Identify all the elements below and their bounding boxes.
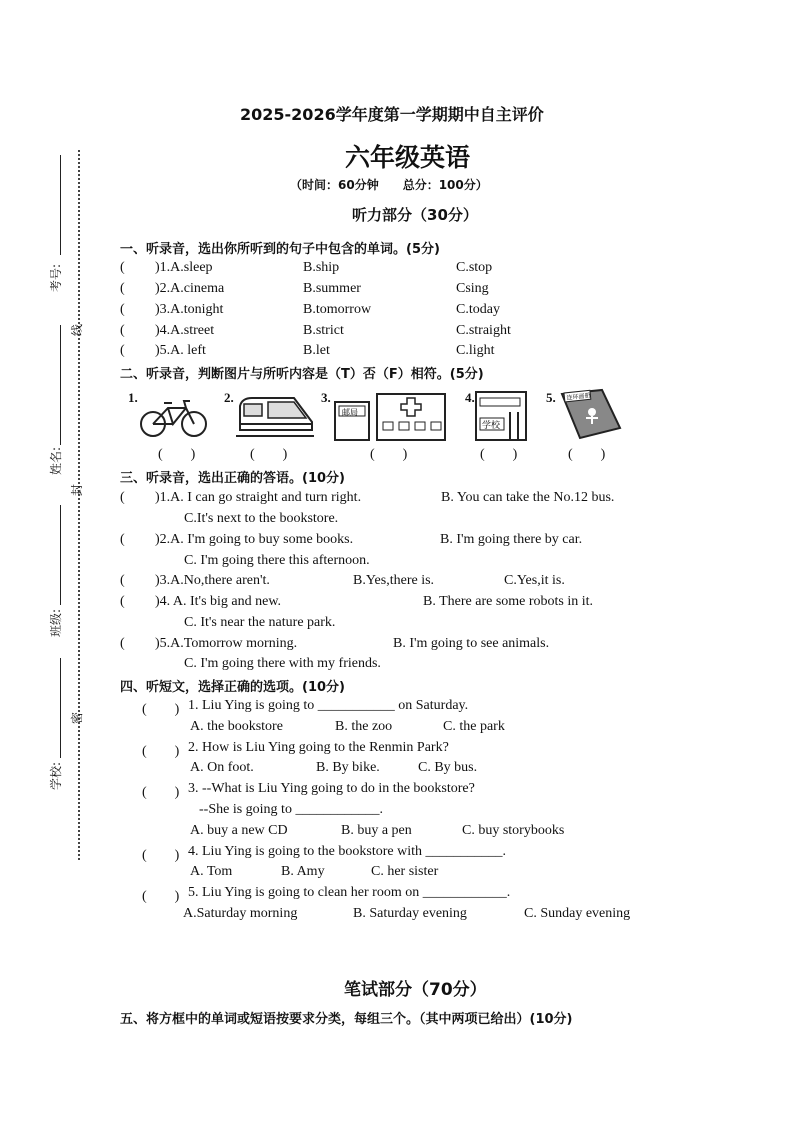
- q1-3-option-a: )3.A.tonight: [155, 302, 224, 317]
- binding-dotted-line: [78, 150, 80, 860]
- q3-4-option-c: C. It's near the nature park.: [184, 615, 336, 630]
- q3-3-paren: (: [120, 573, 125, 588]
- q1-1-option-b: B.ship: [303, 260, 340, 275]
- pic5-sign: 连环画册: [566, 392, 591, 402]
- subject-title: 六年级英语: [345, 143, 471, 172]
- q4-2-option-c: C. By bus.: [418, 760, 478, 775]
- q1-2-option-b: B.summer: [303, 281, 361, 296]
- book-icon: [558, 388, 624, 442]
- q1-3-option-b: B.tomorrow: [303, 302, 372, 317]
- q1-3-option-c: C.today: [456, 302, 500, 317]
- pic3-sign: 邮局: [342, 408, 358, 417]
- q4-2-paren: ( ): [142, 744, 180, 759]
- q3-3-option-a: )3.A.No,there aren't.: [155, 573, 270, 588]
- exam-title: 2025-2026学年度第一学期期中自主评价: [240, 105, 544, 124]
- q4-1-question: 1. Liu Ying is going to ___________ on Saturday.: [188, 698, 469, 713]
- class-line: [60, 505, 61, 605]
- pic4-sign: 学校: [482, 421, 501, 431]
- q4-1-option-b: B. the zoo: [335, 719, 393, 734]
- q3-5-option-c: C. I'm going there with my friends.: [184, 656, 381, 671]
- class-label: 班级:: [49, 608, 63, 637]
- exam-no-label: 考号:: [49, 263, 63, 292]
- q4-3-option-c: C. buy storybooks: [462, 823, 565, 838]
- q4-4-option-a: A. Tom: [190, 864, 233, 879]
- pic4-number: 4.: [465, 390, 475, 405]
- q4-5-option-a: A.Saturday morning: [183, 906, 298, 921]
- q4-5-paren: ( ): [142, 889, 180, 904]
- q3-1-paren: (: [120, 490, 125, 505]
- part4-heading: 四、听短文，选择正确的选项。(10分): [120, 680, 345, 695]
- listening-section-title: 听力部分（30分）: [352, 206, 478, 224]
- pic5-blank: ( ): [568, 447, 606, 462]
- school-label: 学校:: [49, 761, 63, 790]
- q1-2-option-c: Csing: [456, 281, 489, 296]
- q1-4-paren: (: [120, 323, 125, 338]
- q4-2-question: 2. How is Liu Ying going to the Renmin Park?: [188, 740, 449, 755]
- q4-3-question: 3. --What is Liu Ying going to do in the bookstore?: [188, 781, 475, 796]
- bicycle-icon: [138, 398, 210, 440]
- q1-2-paren: (: [120, 281, 125, 296]
- q3-4-option-b: B. There are some robots in it.: [423, 594, 594, 609]
- pic3-blank: ( ): [370, 447, 408, 462]
- q4-1-paren: ( ): [142, 702, 180, 717]
- q1-5-option-c: C.light: [456, 343, 495, 358]
- q1-1-option-a: )1.A.sleep: [155, 260, 213, 275]
- q1-5-option-a: )5.A. left: [155, 343, 206, 358]
- q3-5-option-b: B. I'm going to see animals.: [393, 636, 550, 651]
- q3-3-option-b: B.Yes,there is.: [353, 573, 435, 588]
- part2-heading: 二、听录音，判断图片与所听内容是（T）否（F）相符。(5分): [120, 367, 484, 382]
- q4-4-option-b: B. Amy: [281, 864, 325, 879]
- q1-5-option-b: B.let: [303, 343, 330, 358]
- written-section-title: 笔试部分（70分）: [344, 980, 487, 1000]
- pic2-blank: ( ): [250, 447, 288, 462]
- time-info: （时间：60分钟 总分：100分）: [290, 178, 488, 192]
- q3-5-option-a: )5.A.Tomorrow morning.: [155, 636, 298, 651]
- q1-3-paren: (: [120, 302, 125, 317]
- q4-1-option-c: C. the park: [443, 719, 505, 734]
- q3-3-option-c: C.Yes,it is.: [504, 573, 565, 588]
- q1-4-option-c: C.straight: [456, 323, 511, 338]
- q3-2-option-c: C. I'm going there this afternoon.: [184, 553, 370, 568]
- seal-feng-char: 封: [70, 483, 84, 496]
- school-line: [60, 658, 61, 758]
- pic4-blank: ( ): [480, 447, 518, 462]
- q4-3-answer-line: --She is going to ____________.: [199, 802, 383, 817]
- q4-2-option-b: B. By bike.: [316, 760, 380, 775]
- q3-2-option-a: )2.A. I'm going to buy some books.: [155, 532, 354, 547]
- q1-1-paren: (: [120, 260, 125, 275]
- exam-no-line: [60, 155, 61, 255]
- q4-5-option-b: B. Saturday evening: [353, 906, 467, 921]
- q4-5-option-c: C. Sunday evening: [524, 906, 631, 921]
- q3-4-paren: (: [120, 594, 125, 609]
- q4-4-question: 4. Liu Ying is going to the bookstore with ___________.: [188, 844, 506, 859]
- subway-train-icon: [234, 392, 316, 440]
- q4-1-option-a: A. the bookstore: [190, 719, 283, 734]
- q3-1-option-b: B. You can take the No.12 bus.: [441, 490, 615, 505]
- q4-3-option-b: B. buy a pen: [341, 823, 412, 838]
- q1-2-option-a: )2.A.cinema: [155, 281, 225, 296]
- q3-4-option-a: )4. A. It's big and new.: [155, 594, 282, 609]
- pic1-number: 1.: [128, 390, 138, 405]
- name-line: [60, 325, 61, 445]
- q4-2-option-a: A. On foot.: [190, 760, 254, 775]
- name-label: 姓名:: [49, 446, 63, 475]
- q4-5-question: 5. Liu Ying is going to clean her room on ____________.: [188, 885, 511, 900]
- q4-3-option-a: A. buy a new CD: [190, 823, 288, 838]
- q4-4-paren: ( ): [142, 848, 180, 863]
- seal-mi-char: 密: [70, 711, 84, 724]
- part3-heading: 三、听录音，选出正确的答语。(10分): [120, 471, 345, 486]
- q3-5-paren: (: [120, 636, 125, 651]
- q3-2-paren: (: [120, 532, 125, 547]
- q1-5-paren: (: [120, 343, 125, 358]
- pic1-blank: ( ): [158, 447, 196, 462]
- school-building-icon: [474, 390, 530, 442]
- q3-1-option-c: C.It's next to the bookstore.: [184, 511, 339, 526]
- q4-3-paren: ( ): [142, 785, 180, 800]
- pic3-number: 3.: [321, 390, 331, 405]
- q1-4-option-b: B.strict: [303, 323, 344, 338]
- part1-heading: 一、听录音，选出你所听到的句子中包含的单词。(5分): [120, 242, 440, 257]
- q4-4-option-c: C. her sister: [371, 864, 439, 879]
- pic5-number: 5.: [546, 390, 556, 405]
- q1-4-option-a: )4.A.street: [155, 323, 215, 338]
- q3-1-option-a: )1.A. I can go straight and turn right.: [155, 490, 362, 505]
- part5-heading: 五、将方框中的单词或短语按要求分类，每组三个。（其中两项已给出）(10分): [120, 1012, 573, 1027]
- seal-line-char: 线: [70, 323, 84, 336]
- q3-2-option-b: B. I'm going there by car.: [440, 532, 583, 547]
- pic2-number: 2.: [224, 390, 234, 405]
- post-office-hospital-icon: [333, 390, 449, 442]
- q1-1-option-c: C.stop: [456, 260, 493, 275]
